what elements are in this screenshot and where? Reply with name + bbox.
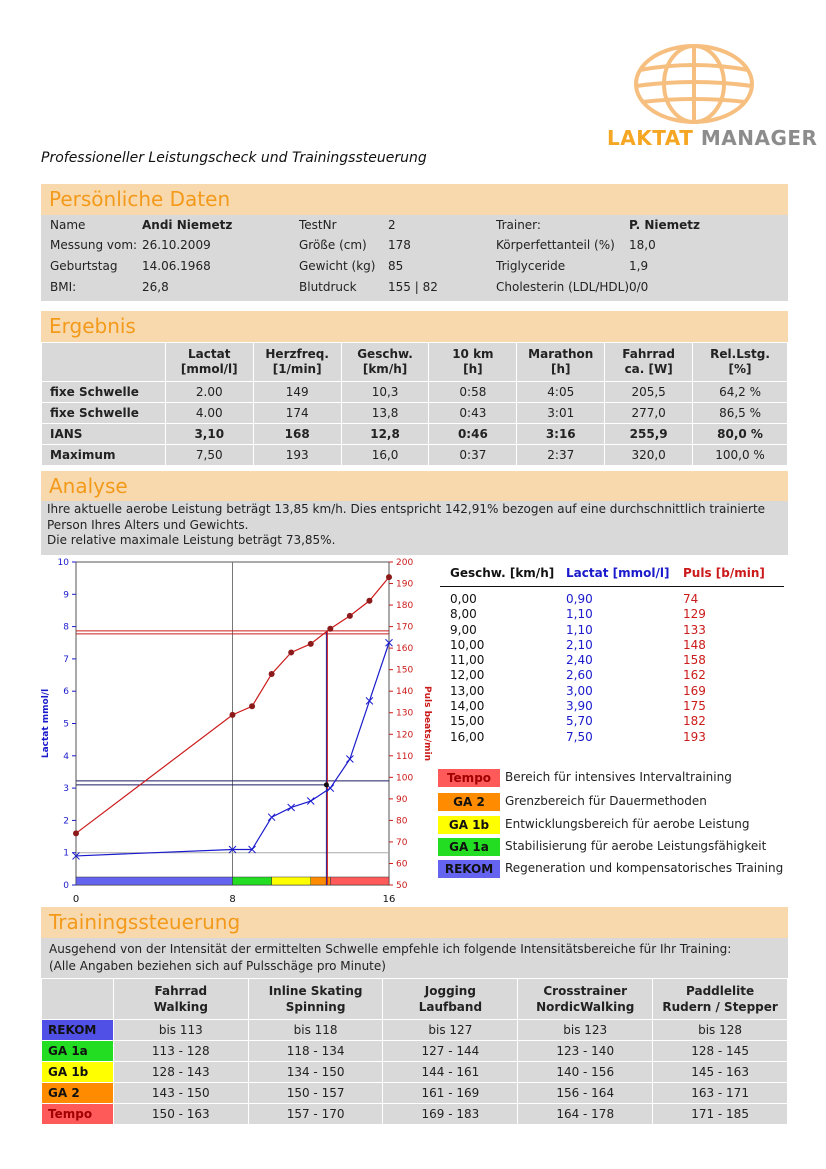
ergebnis-header-line: Herzfreq. [265,347,329,361]
values-cell-lactat: 2,60 [566,668,593,683]
training-header-row [42,979,788,1020]
training-cell: 143 - 150 [113,1083,248,1104]
chart-x-tick-label: 8 [229,894,236,905]
chart-y-axis-label: Lactat mmol/l [41,688,51,759]
values-cell-speed: 11,00 [450,653,485,668]
training-header-line: Paddlelite [686,984,755,998]
training-cell: bis 128 [653,1020,788,1041]
chart-y2-tick-label: 50 [396,881,408,891]
chart-y2-tick-label: 60 [396,859,408,870]
chart-y-tick-label: 4 [63,751,69,762]
ergebnis-row [42,424,788,445]
training-intro-text [49,941,731,975]
chart-y2-tick-label: 100 [396,773,414,784]
values-header-puls: Puls [b/min] [683,566,765,580]
ergebnis-cell: 80,0 % [693,424,788,445]
values-cell-lactat: 5,70 [566,714,593,729]
ergebnis-cell: 0:58 [429,382,517,403]
chart-y2-axis-label: Puls beats/min [422,685,432,762]
ergebnis-corner-cell [42,343,166,382]
values-cell-puls: 182 [683,714,706,729]
ergebnis-row-label: Maximum [42,445,166,466]
ergebnis-cell: 4:05 [517,382,605,403]
training-cell: 164 - 178 [518,1104,653,1125]
training-row [42,1020,788,1041]
training-cell: 140 - 156 [518,1062,653,1083]
chart-y2-tick-label: 200 [396,558,414,568]
training-intro-line: Ausgehend von der Intensität der ermittelten Schwelle empfehle ich folgende Intensitätsbereiche für Ihr Training: [49,942,732,956]
values-cell-puls: 175 [683,699,706,714]
values-cell-speed: 0,00 [450,592,477,606]
ergebnis-cell: 3:16 [517,424,605,445]
ergebnis-row [42,382,788,403]
groesse-value: 178 [388,238,411,252]
values-cell-speed: 12,00 [450,668,485,683]
testnr-value: 2 [388,218,396,232]
training-cell: 145 - 163 [653,1062,788,1083]
training-zone-label: GA 1a [42,1041,114,1062]
ergebnis-header-line: [h] [550,362,571,376]
analyse-line: Die relative maximale Leistung beträgt 73,85%. [47,533,336,547]
page-subtitle: Professioneller Leistungscheck und Trainingssteuerung [41,150,427,166]
chart-y-tick-label: 8 [63,622,69,633]
chart-point-puls [327,626,333,632]
trainer-value: P. Niemetz [629,218,700,232]
cholesterin-value: 0/0 [629,280,649,294]
ergebnis-cell: 3,10 [165,424,253,445]
values-cell-lactat: 0,90 [566,592,593,606]
blutdruck-label: Blutdruck [299,280,357,294]
ergebnis-header-line: [mmol/l] [180,362,238,376]
training-cell: 134 - 150 [248,1062,383,1083]
name-value: Andi Niemetz [142,218,233,232]
ergebnis-column-header [253,343,341,382]
training-cell: 161 - 169 [383,1083,518,1104]
training-cell: bis 118 [248,1020,383,1041]
zone-badge: Tempo [438,769,500,787]
zone-badge: GA 1a [438,838,500,856]
ergebnis-cell: 2.00 [165,382,253,403]
ergebnis-cell: 86,5 % [693,403,788,424]
training-row [42,1104,788,1125]
training-column-header [653,979,788,1020]
training-column-header [518,979,653,1020]
ergebnis-header-line: [1/min] [272,362,322,376]
values-cell-speed: 10,00 [450,637,485,652]
chart-threshold-marker [324,782,329,787]
name-label: Name [50,218,86,232]
ergebnis-cell: 3:01 [517,403,605,424]
training-header-line: Fahrrad [154,984,208,998]
section-header-training: Trainingssteuerung [41,907,788,938]
ergebnis-column-header [517,343,605,382]
ergebnis-cell: 255,9 [605,424,693,445]
section-header-personal: Persönliche Daten [41,184,788,215]
ergebnis-header-line: [%] [728,362,752,376]
training-header-line: Crosstrainer [543,984,628,998]
training-cell: bis 127 [383,1020,518,1041]
ergebnis-row [42,403,788,424]
values-cell-puls: 148 [683,637,706,652]
training-header-line: Laufband [418,1000,483,1014]
values-cell-lactat: 1,10 [566,607,593,622]
chart-point-puls [249,703,255,709]
chart-point-puls [230,712,236,718]
chart-y2-tick-label: 90 [396,794,408,805]
values-cell-speed: 8,00 [450,607,477,622]
chart-point-puls [347,613,353,619]
chart-zone-segment [76,877,233,885]
training-zone-label: GA 2 [42,1083,114,1104]
chart-y-tick-label: 7 [63,654,69,665]
training-cell: 127 - 144 [383,1041,518,1062]
zone-description: Regeneration und kompensatorisches Training [505,861,784,875]
chart-y2-tick-label: 70 [396,837,408,848]
chart-y-tick-label: 6 [63,687,69,698]
ergebnis-cell: 2:37 [517,445,605,466]
ergebnis-cell: 0:46 [429,424,517,445]
chart-y-tick-label: 2 [63,816,69,827]
training-header-line: Jogging [424,984,476,998]
values-column-puls [683,592,706,745]
chart-point-puls [308,641,314,647]
ergebnis-column-header [429,343,517,382]
ergebnis-header-line: Marathon [528,347,594,361]
training-cell: 156 - 164 [518,1083,653,1104]
ergebnis-cell: 0:37 [429,445,517,466]
ergebnis-header-line: ca. [W] [624,362,673,376]
zone-description: Grenzbereich für Dauermethoden [505,794,707,808]
ergebnis-column-header [165,343,253,382]
chart-y2-tick-label: 80 [396,816,408,827]
gewicht-label: Gewicht (kg) [299,259,376,273]
values-cell-speed: 15,00 [450,714,485,729]
values-cell-speed: 16,00 [450,729,485,744]
ergebnis-cell: 277,0 [605,403,693,424]
training-cell: 123 - 140 [518,1041,653,1062]
chart-y-tick-label: 0 [63,881,69,891]
chart-y2-tick-label: 190 [396,579,414,590]
ergebnis-cell: 100,0 % [693,445,788,466]
values-cell-puls: 133 [683,622,706,637]
ergebnis-column-header [693,343,788,382]
training-cell: 169 - 183 [383,1104,518,1125]
messung-value: 26.10.2009 [142,238,211,252]
chart-point-puls [73,830,79,836]
chart-y2-tick-label: 180 [396,601,414,612]
ergebnis-cell: 320,0 [605,445,693,466]
ergebnis-table [41,342,788,466]
training-cell: 150 - 157 [248,1083,383,1104]
ergebnis-cell: 12,8 [341,424,429,445]
ergebnis-header-line: Geschw. [357,347,413,361]
geburtstag-label: Geburtstag [50,259,118,273]
blutdruck-value: 155 | 82 [388,280,438,294]
groesse-label: Größe (cm) [299,238,367,252]
training-corner-cell [42,979,114,1020]
kfa-label: Körperfettanteil (%) [496,238,615,252]
ergebnis-cell: 10,3 [341,382,429,403]
analyse-text [47,502,765,549]
training-cell: 157 - 170 [248,1104,383,1125]
zone-badge: REKOM [438,860,500,878]
ergebnis-row-label: fixe Schwelle [42,382,166,403]
zone-description: Entwicklungsbereich für aerobe Leistung [505,817,750,831]
values-cell-puls: 193 [683,729,706,744]
training-cell: bis 113 [113,1020,248,1041]
gewicht-value: 85 [388,259,404,273]
ergebnis-header-line: [h] [463,362,483,376]
values-cell-lactat: 3,90 [566,699,593,714]
chart-point-puls [366,598,372,604]
values-cell-lactat: 2,40 [566,653,593,668]
chart-y-tick-label: 3 [63,784,69,795]
training-column-header [383,979,518,1020]
zone-badge: GA 2 [438,793,500,811]
training-cell: 118 - 134 [248,1041,383,1062]
chart-zone-segment [330,877,389,885]
training-cell: 171 - 185 [653,1104,788,1125]
zone-description: Stabilisierung für aerobe Leistungsfähigkeit [505,839,767,853]
chart-y2-tick-label: 120 [396,730,414,741]
training-column-header [248,979,383,1020]
ergebnis-header-line: Fahrrad [622,347,675,361]
chart-y2-tick-label: 160 [396,644,414,655]
training-intro-line: (Alle Angaben beziehen sich auf Pulsschäge pro Minute) [49,959,386,973]
trainer-label: Trainer: [496,218,541,232]
values-cell-puls: 158 [683,653,706,668]
values-cell-lactat: 2,10 [566,637,593,652]
bmi-value: 26,8 [142,280,169,294]
training-cell: 128 - 143 [113,1062,248,1083]
training-header-line: Spinning [285,1000,346,1014]
values-header-speed: Geschw. [km/h] [450,566,555,580]
training-cell: 163 - 171 [653,1083,788,1104]
training-row [42,1062,788,1083]
training-cell: 113 - 128 [113,1041,248,1062]
values-cell-puls: 129 [683,607,706,622]
values-cell-lactat: 7,50 [566,729,593,744]
training-row [42,1041,788,1062]
values-cell-lactat: 3,00 [566,683,593,698]
chart-y2-tick-label: 130 [396,708,414,719]
ergebnis-cell: 193 [253,445,341,466]
testnr-label: TestNr [299,218,337,232]
ergebnis-cell: 7,50 [165,445,253,466]
training-cell: 150 - 163 [113,1104,248,1125]
training-cell: bis 123 [518,1020,653,1041]
zone-description: Bereich für intensives Intervaltraining [505,770,732,784]
values-column-speed [450,592,484,745]
chart-y2-tick-label: 110 [396,751,414,762]
chart-point-puls [386,574,392,580]
ergebnis-cell: 64,2 % [693,382,788,403]
chart-x-tick-label: 0 [72,894,80,905]
chart-y-tick-label: 9 [63,590,69,601]
training-row [42,1083,788,1104]
chart-y2-tick-label: 170 [396,622,414,633]
bmi-label: BMI: [50,280,77,294]
ergebnis-cell: 149 [253,382,341,403]
values-column-lactat [566,592,593,745]
ergebnis-row-label: fixe Schwelle [42,403,166,424]
ergebnis-header-row [42,343,788,382]
messung-label: Messung vom: [50,238,138,252]
chart-y-tick-label: 10 [57,558,69,568]
training-cell: 128 - 145 [653,1041,788,1062]
values-header-lactat: Lactat [mmol/l] [566,566,670,580]
ergebnis-header-line: Lactat [188,347,231,361]
training-column-header [113,979,248,1020]
ergebnis-cell: 0:43 [429,403,517,424]
chart-x-tick-label: 16 [382,894,396,905]
chart-y-tick-label: 5 [63,719,69,730]
ergebnis-row [42,445,788,466]
zone-badge: GA 1b [438,816,500,834]
kfa-value: 18,0 [629,238,656,252]
ergebnis-header-line: [km/h] [362,362,408,376]
ergebnis-header-line: Rel.Lstg. [710,347,770,361]
ergebnis-column-header [341,343,429,382]
analyse-line: Ihre aktuelle aerobe Leistung beträgt 13,85 km/h. Dies entspricht 142,91% bezogen auf eine durchschnittlich trainierte [47,502,766,516]
values-header-rule [440,586,784,587]
chart-y2-tick-label: 150 [396,665,414,676]
training-header-line: NordicWalking [536,1000,635,1014]
chart-zone-segment [272,877,311,885]
lactat-chart [36,555,434,907]
values-cell-puls: 74 [683,592,699,606]
values-cell-speed: 14,00 [450,699,485,714]
chart-y2-tick-label: 140 [396,687,414,698]
logo-wordmark: LAKTAT MANAGER [607,126,818,150]
training-zone-label: Tempo [42,1104,114,1125]
ergebnis-cell: 205,5 [605,382,693,403]
chart-point-puls [288,649,294,655]
training-header-line: Inline Skating [268,984,363,998]
chart-point-puls [269,671,275,677]
chart-y-tick-label: 1 [63,848,69,859]
triglyceride-value: 1,9 [629,259,649,273]
analyse-line: Person Ihres Alters und Gewichts. [47,517,249,532]
training-cell: 144 - 161 [383,1062,518,1083]
cholesterin-label: Cholesterin (LDL/HDL) [496,280,630,294]
chart-zone-segment [233,877,272,885]
values-cell-speed: 9,00 [450,622,477,637]
ergebnis-row-label: IANS [42,424,166,445]
section-header-analyse: Analyse [41,471,788,502]
globe-logo-icon [632,42,756,126]
values-cell-lactat: 1,10 [566,622,593,637]
ergebnis-cell: 4.00 [165,403,253,424]
training-header-line: Rudern / Stepper [662,1000,778,1014]
values-cell-puls: 162 [683,668,706,683]
training-table [41,978,788,1125]
section-header-ergebnis: Ergebnis [41,311,788,342]
training-zone-label: GA 1b [42,1062,114,1083]
geburtstag-value: 14.06.1968 [142,259,211,273]
values-cell-speed: 13,00 [450,683,485,698]
values-cell-puls: 169 [683,683,706,698]
ergebnis-column-header [605,343,693,382]
triglyceride-label: Triglyceride [496,259,566,273]
ergebnis-cell: 16,0 [341,445,429,466]
ergebnis-cell: 174 [253,403,341,424]
ergebnis-header-line: 10 km [452,347,494,361]
ergebnis-cell: 168 [253,424,341,445]
training-zone-label: REKOM [42,1020,114,1041]
ergebnis-cell: 13,8 [341,403,429,424]
training-header-line: Walking [153,1000,208,1014]
